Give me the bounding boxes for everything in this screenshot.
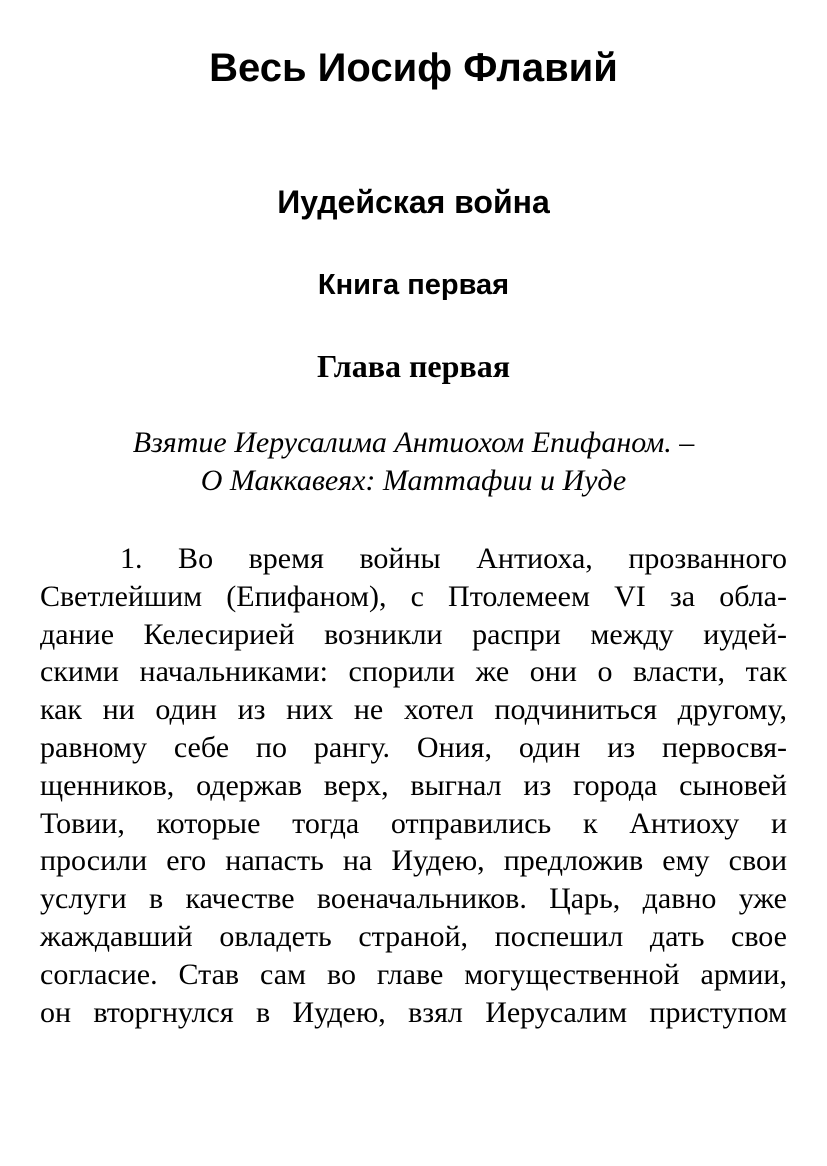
text-line: дание Келесирией возникли распри между иудей- xyxy=(40,617,787,651)
chapter-summary-line: Взятие Иерусалима Антиохом Епифаном. – xyxy=(132,426,695,459)
text-line: он вторгнулся в Иудею, взял Иерусалим приступом xyxy=(40,995,787,1029)
chapter-summary xyxy=(40,424,787,500)
paragraph-1 xyxy=(40,540,787,1031)
book-number-heading: Книга первая xyxy=(317,269,510,301)
text-line: согласие. Став сам во главе могущественной армии, xyxy=(40,957,787,991)
text-line: как ни один из них не хотел подчиниться другому, xyxy=(40,693,787,727)
text-line: услуги в качестве военачальников. Царь, давно уже xyxy=(40,882,787,916)
book-title: Весь Иосиф Флавий xyxy=(209,46,618,90)
text-line: просили его напасть на Иудею, предложив ему свои xyxy=(40,844,787,878)
text-line: скими начальниками: спорили же они о власти, так xyxy=(40,655,787,689)
text-line: жаждавший овладеть страной, поспешил дать свое xyxy=(40,919,787,953)
chapter-title: Глава первая xyxy=(316,348,510,384)
text-line: 1. Во время войны Антиоха, прозванного xyxy=(120,542,787,575)
text-line: равному себе по рангу. Ония, один из первосвя- xyxy=(40,730,787,764)
work-title: Иудейская война xyxy=(277,184,550,220)
text-line: Товии, которые тогда отправились к Антиоху и xyxy=(40,806,787,840)
text-line: щенников, одержав верх, выгнал из города сыновей xyxy=(40,768,787,802)
text-line: Светлейшим (Епифаном), с Птолемеем VI за обла- xyxy=(40,579,787,613)
chapter-summary-line: О Маккавеях: Маттафии и Иуде xyxy=(200,464,627,497)
